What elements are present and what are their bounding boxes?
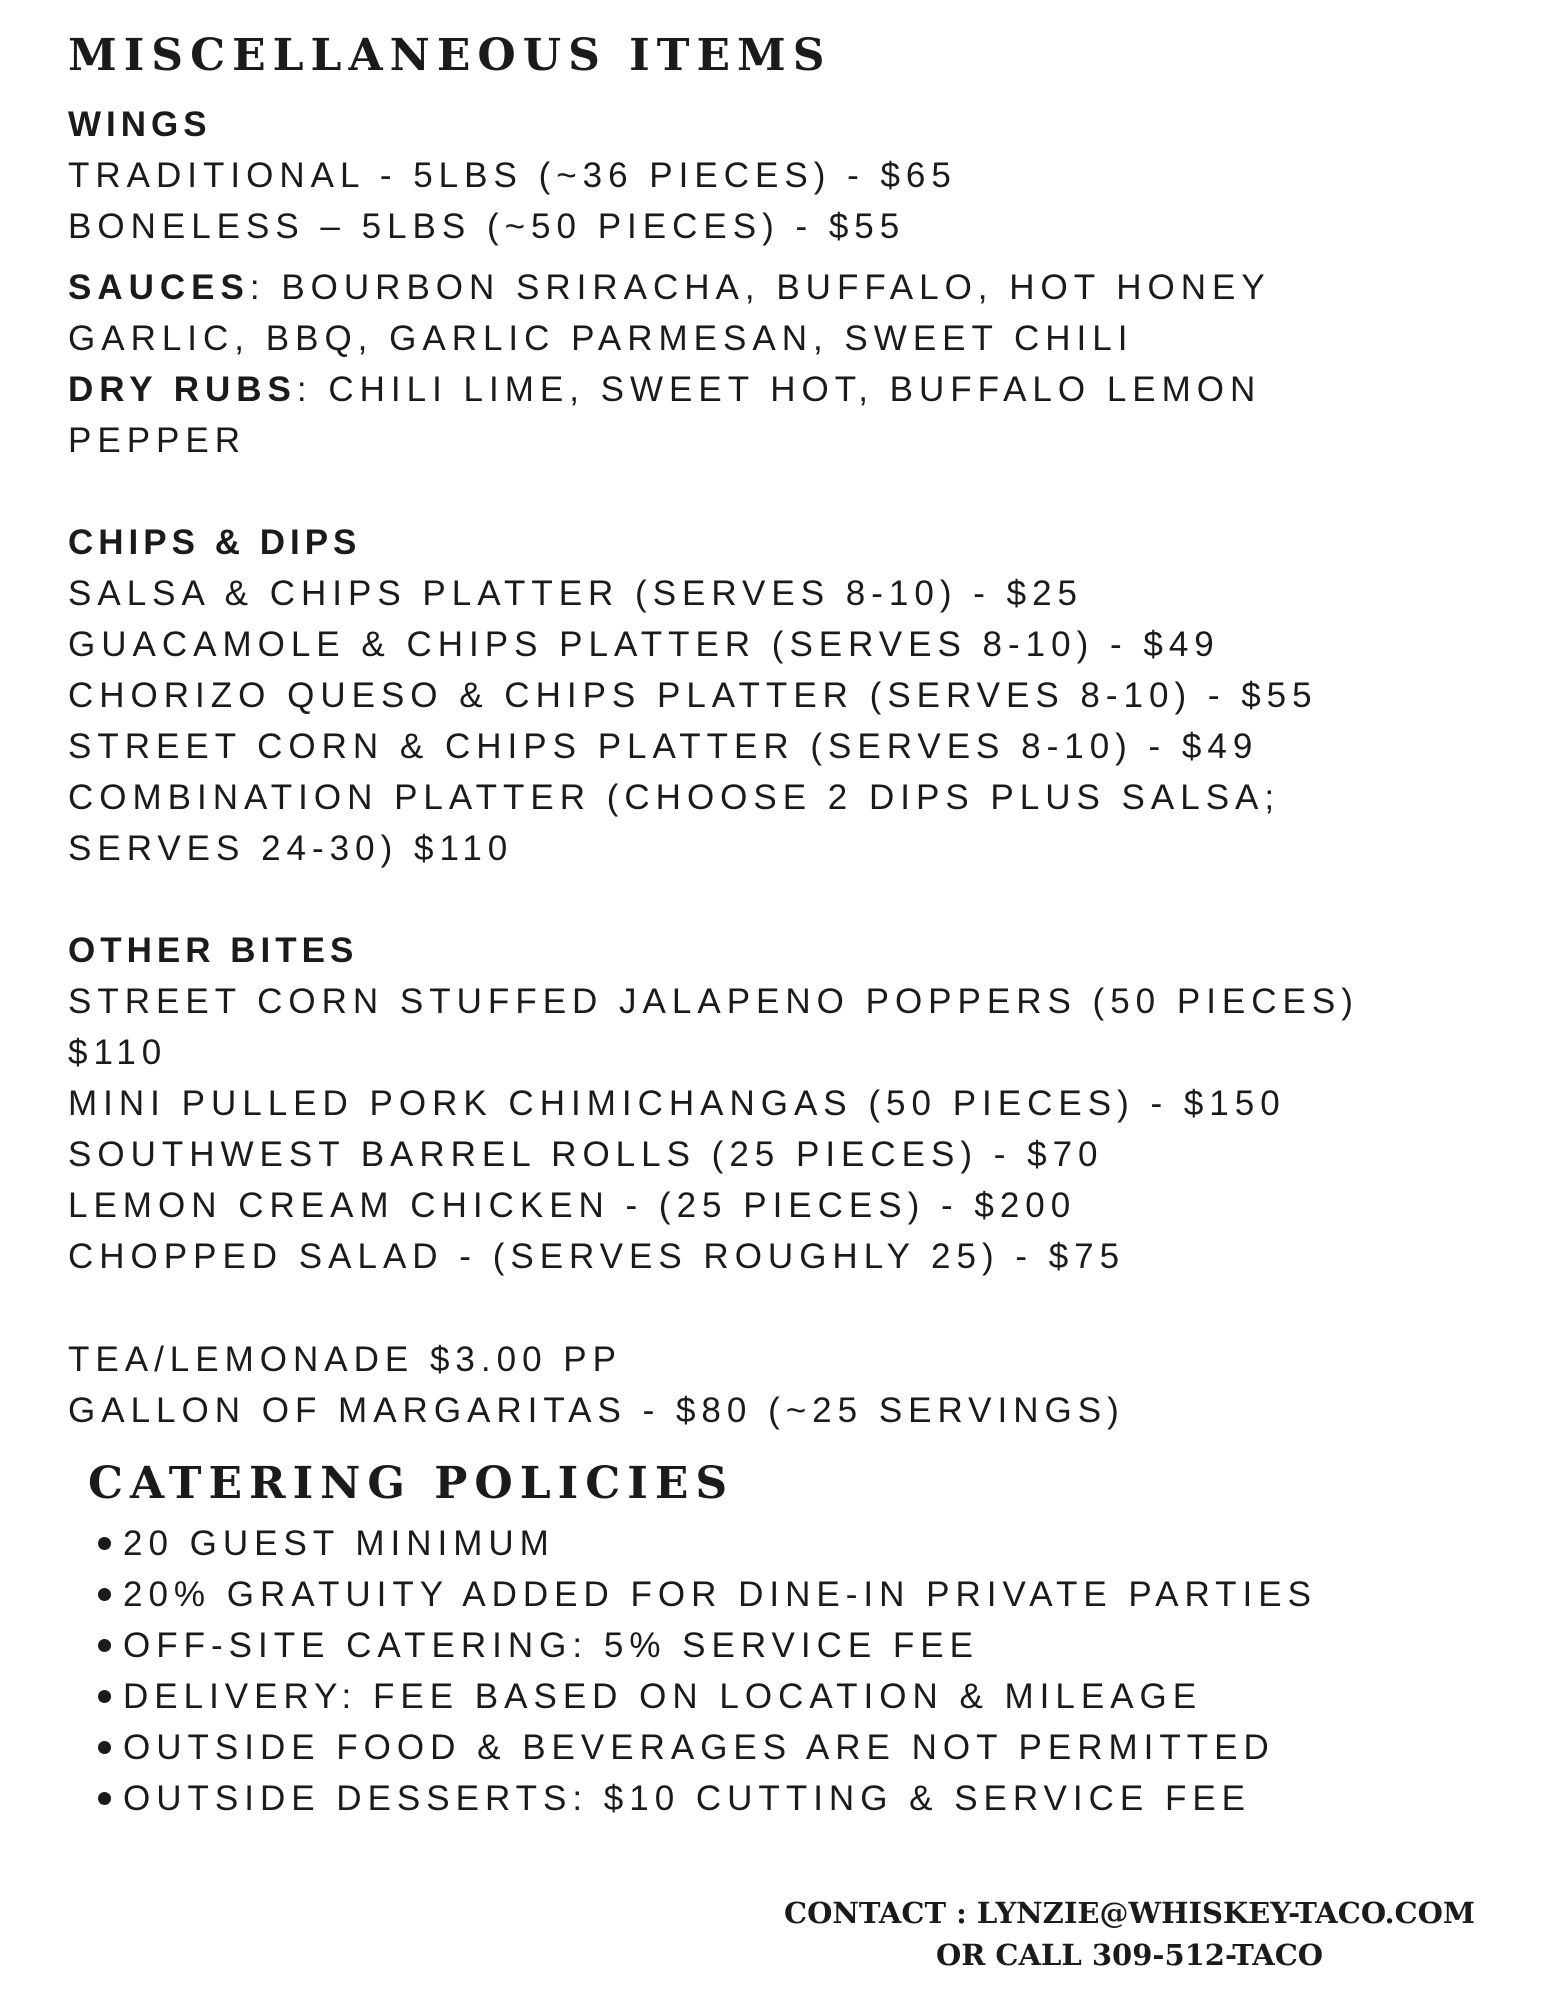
policy-item <box>98 1722 1488 1773</box>
sauces-line <box>68 262 1488 313</box>
drinks-section <box>68 1334 1488 1436</box>
menu-item: SOUTHWEST BARREL ROLLS (25 PIECES) - $70 <box>68 1135 1104 1174</box>
policy-text: 20% GRATUITY ADDED FOR DINE-IN PRIVATE PARTIES <box>123 1575 1317 1614</box>
bites-section <box>68 926 1488 1282</box>
policy-text: OUTSIDE DESSERTS: $10 CUTTING & SERVICE FEE <box>123 1779 1252 1818</box>
wings-heading: WINGS <box>68 105 212 144</box>
policy-item <box>98 1518 1488 1569</box>
page-title: MISCELLANEOUS ITEMS <box>68 30 832 81</box>
bullet-icon <box>98 1639 111 1652</box>
menu-item: STREET CORN & CHIPS PLATTER (SERVES 8-10) - $49 <box>68 727 1259 766</box>
contact-phone-line: OR CALL 309-512-TACO <box>935 1938 1324 1972</box>
policy-text: 20 GUEST MINIMUM <box>123 1524 555 1563</box>
rubs-label: DRY RUBS <box>68 370 297 409</box>
drink-item: GALLON OF MARGARITAS - $80 (~25 SERVINGS) <box>68 1391 1125 1430</box>
policy-item <box>98 1569 1488 1620</box>
menu-item: MINI PULLED PORK CHIMICHANGAS (50 PIECES) - $150 <box>68 1084 1286 1123</box>
menu-item: $110 <box>68 1033 168 1072</box>
sauces-line-2: GARLIC, BBQ, GARLIC PARMESAN, SWEET CHILI <box>68 319 1134 358</box>
sauces-list: : BOURBON SRIRACHA, BUFFALO, HOT HONEY <box>249 268 1271 307</box>
bullet-icon <box>98 1588 111 1601</box>
menu-item: GUACAMOLE & CHIPS PLATTER (SERVES 8-10) - $49 <box>68 625 1220 664</box>
policy-text: DELIVERY: FEE BASED ON LOCATION & MILEAGE <box>123 1677 1203 1716</box>
policies-list <box>98 1518 1488 1824</box>
chips-heading: CHIPS & DIPS <box>68 523 362 562</box>
contact-block <box>784 1892 1475 1976</box>
rubs-list: : CHILI LIME, SWEET HOT, BUFFALO LEMON <box>296 370 1262 409</box>
wings-section <box>68 100 1488 466</box>
policies-section <box>68 1454 1488 1824</box>
chips-section <box>68 518 1488 874</box>
menu-item: CHORIZO QUESO & CHIPS PLATTER (SERVES 8-10) - $55 <box>68 676 1318 715</box>
menu-item: SERVES 24-30) $110 <box>68 829 514 868</box>
sauces-label: SAUCES <box>68 268 250 307</box>
policy-item <box>98 1620 1488 1671</box>
policy-text: OFF-SITE CATERING: 5% SERVICE FEE <box>123 1626 979 1665</box>
policies-title: CATERING POLICIES <box>88 1458 735 1509</box>
bullet-icon <box>98 1792 111 1805</box>
policy-item <box>98 1773 1488 1824</box>
policy-item <box>98 1671 1488 1722</box>
menu-item: BONELESS – 5LBS (~50 PIECES) - $55 <box>68 207 906 246</box>
menu-item: CHOPPED SALAD - (SERVES ROUGHLY 25) - $75 <box>68 1237 1126 1276</box>
contact-email-line: CONTACT : LYNZIE@WHISKEY-TACO.COM <box>784 1896 1475 1930</box>
menu-item: SALSA & CHIPS PLATTER (SERVES 8-10) - $25 <box>68 574 1084 613</box>
menu-item: LEMON CREAM CHICKEN - (25 PIECES) - $200 <box>68 1186 1077 1225</box>
bullet-icon <box>98 1537 111 1550</box>
menu-item: STREET CORN STUFFED JALAPENO POPPERS (50 PIECES) <box>68 982 1359 1021</box>
menu-item: COMBINATION PLATTER (CHOOSE 2 DIPS PLUS SALSA; <box>68 778 1281 817</box>
rubs-line <box>68 364 1488 415</box>
drink-item: TEA/LEMONADE $3.00 PP <box>68 1340 622 1379</box>
bullet-icon <box>98 1741 111 1754</box>
rubs-line-2: PEPPER <box>68 421 246 460</box>
bites-heading: OTHER BITES <box>68 931 359 970</box>
menu-page <box>68 30 1488 1824</box>
bullet-icon <box>98 1690 111 1703</box>
menu-item: TRADITIONAL - 5LBS (~36 PIECES) - $65 <box>68 156 957 195</box>
policy-text: OUTSIDE FOOD & BEVERAGES ARE NOT PERMITTED <box>123 1728 1275 1767</box>
